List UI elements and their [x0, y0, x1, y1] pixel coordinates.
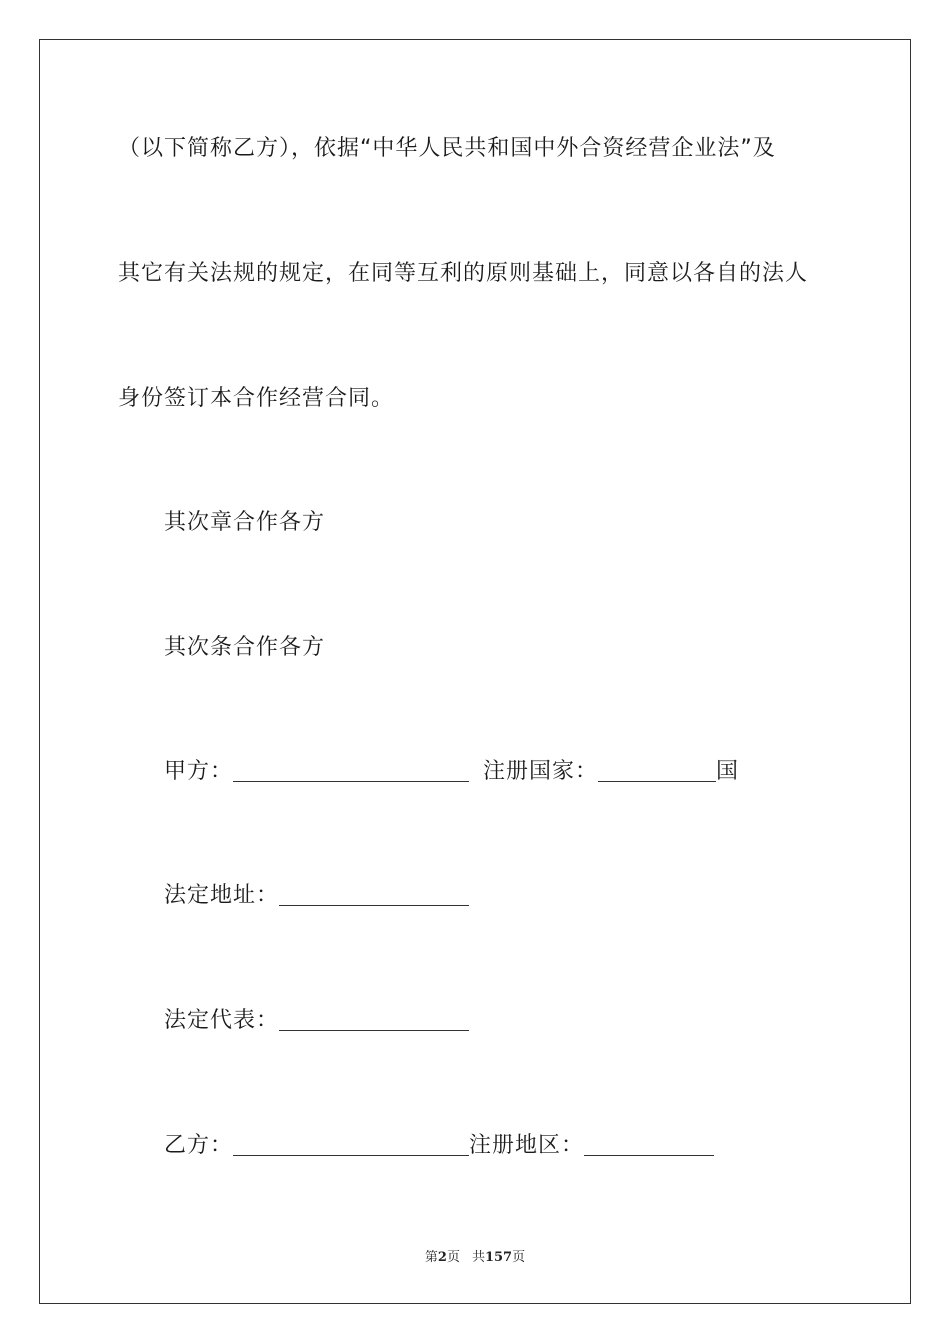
footer-total-unit: 页	[512, 1250, 526, 1265]
footer-total-pages: 157	[484, 1250, 513, 1265]
legal-address-label: 法定地址：	[164, 883, 280, 908]
party-a-label: 甲方：	[164, 759, 234, 784]
article-heading: 其次条合作各方	[164, 635, 326, 660]
party-a-country-blank[interactable]	[598, 759, 716, 782]
paragraph-line-1: （以下简称乙方），依据“中华人民共和国中外合资经营企业法”及	[118, 136, 776, 161]
legal-rep-row	[164, 1006, 469, 1036]
paragraph-line-2: 其它有关法规的规定，在同等互利的原则基础上，同意以各自的法人	[118, 261, 809, 286]
party-a-row	[164, 757, 739, 787]
paragraph-line-3: 身份签订本合作经营合同。	[118, 386, 395, 411]
footer-page-number: 2	[437, 1250, 447, 1265]
footer-page-unit: 页	[446, 1250, 460, 1265]
legal-address-row	[164, 881, 469, 911]
chapter-heading: 其次章合作各方	[164, 510, 326, 535]
party-b-label: 乙方：	[164, 1133, 234, 1158]
party-b-row	[164, 1131, 714, 1161]
footer-page-prefix: 第	[424, 1250, 438, 1265]
page-footer	[0, 1246, 950, 1265]
legal-address-blank[interactable]	[279, 883, 469, 906]
party-b-region-label: 注册地区：	[469, 1133, 585, 1158]
legal-rep-label: 法定代表：	[164, 1008, 280, 1033]
party-b-region-blank[interactable]	[584, 1133, 714, 1156]
page-border	[39, 39, 911, 1304]
party-a-name-blank[interactable]	[233, 759, 469, 782]
party-b-name-blank[interactable]	[233, 1133, 469, 1156]
legal-rep-blank[interactable]	[279, 1008, 469, 1031]
party-a-country-label: 注册国家：	[483, 759, 599, 784]
footer-total-prefix: 共	[471, 1250, 485, 1265]
party-a-country-suffix: 国	[716, 759, 740, 784]
